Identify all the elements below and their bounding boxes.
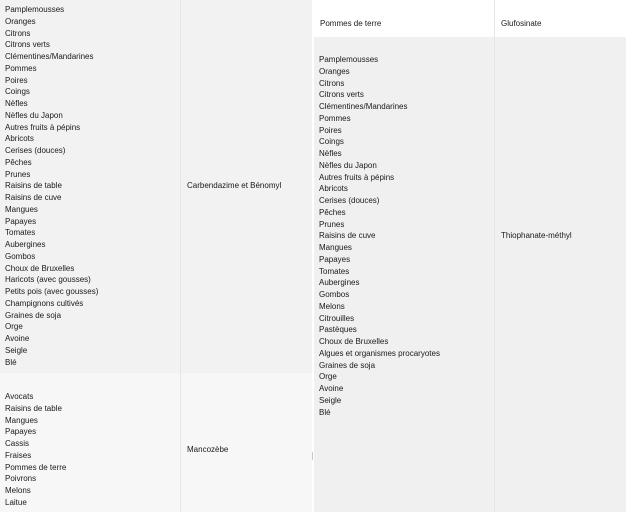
list-item: Nèfles <box>5 99 28 108</box>
list-item: Citrons verts <box>5 40 50 50</box>
list-item: Poires <box>5 75 28 85</box>
header-cell <box>495 0 626 37</box>
list-item: Algues et organismes procaryotes <box>319 348 440 358</box>
list-item: Pêches <box>5 157 32 167</box>
list-item: Blé <box>5 357 17 367</box>
list-item: Coings <box>5 87 30 97</box>
list-item: Melons <box>319 301 345 311</box>
list-item: Cassis <box>5 439 30 448</box>
list-item: Champignons cultivés <box>5 298 84 308</box>
list-item: Pommes <box>5 63 37 73</box>
list-item: Abricots <box>319 184 348 194</box>
substance-name: Carbendazime et Bénomyl <box>187 181 282 190</box>
list-item: Raisins de cuve <box>319 231 376 241</box>
list-item: Tomates <box>319 266 350 276</box>
list-item: Avoine <box>319 384 344 393</box>
crop-list <box>5 4 98 368</box>
list-item: Autres fruits à pépins <box>319 172 395 182</box>
header-cell <box>314 0 495 37</box>
list-item: Orge <box>319 372 337 382</box>
list-item: Choux de Bruxelles <box>319 337 389 346</box>
list-item: Nèfles du Japon <box>5 110 63 120</box>
list-item: Melons <box>5 486 31 495</box>
list-item: Mangues <box>5 204 38 214</box>
substance-name: Mancozèbe <box>187 445 229 454</box>
list-item: Prunes <box>5 169 31 179</box>
list-item: Petits pois (avec gousses) <box>5 287 99 296</box>
list-item: Nèfles du Japon <box>319 160 377 170</box>
list-item: Papayes <box>5 216 37 226</box>
crop-list <box>319 54 440 418</box>
list-item: Pamplemousses <box>319 55 379 64</box>
list-item: Citrons <box>5 28 31 38</box>
list-item: Aubergines <box>319 278 360 288</box>
list-item: Tomates <box>5 228 36 238</box>
list-item: Haricots (avec gousses) <box>5 275 91 285</box>
crops-cell <box>314 37 495 512</box>
list-item: Fraises <box>5 450 32 460</box>
list-item: Gombos <box>5 251 36 261</box>
list-item: Raisins de table <box>5 181 62 191</box>
list-item: Avoine <box>5 334 30 343</box>
list-item: Graines de soja <box>5 310 62 320</box>
header-crops: Pommes de terre <box>320 19 382 28</box>
list-item: Autres fruits à pépins <box>5 122 81 132</box>
list-item: Avocats <box>5 392 34 401</box>
list-item: Clémentines/Mandarines <box>319 102 408 111</box>
list-item: Citrouilles <box>319 313 355 323</box>
right-table <box>314 0 626 512</box>
crop-list <box>5 391 66 509</box>
list-item: Nèfles <box>319 149 342 158</box>
list-item: Choux de Bruxelles <box>5 263 75 273</box>
list-item: Raisins de table <box>5 403 62 413</box>
list-item: Poivrons <box>5 474 37 484</box>
list-item: Citrons verts <box>319 90 364 100</box>
list-item: Prunes <box>319 219 345 229</box>
list-item: Pamplemousses <box>5 5 65 14</box>
list-item: Orge <box>5 322 23 332</box>
list-item: Graines de soja <box>319 360 376 370</box>
list-item: Citrons <box>319 78 345 88</box>
list-item: Cerises (douces) <box>5 146 66 155</box>
list-item: Mangues <box>5 415 38 425</box>
list-item: Raisins de cuve <box>5 193 62 202</box>
list-item: Seigle <box>319 395 342 405</box>
header-substance: Glufosinate <box>501 19 542 28</box>
list-item: Seigle <box>5 345 28 355</box>
list-item: Pastèques <box>319 325 357 335</box>
substance-cell <box>495 37 626 512</box>
list-item: Poires <box>319 125 342 135</box>
list-item: Blé <box>319 407 331 417</box>
list-item: Papayes <box>5 427 37 437</box>
list-item: Papayes <box>319 254 351 264</box>
list-item: Aubergines <box>5 240 46 249</box>
list-item: Pommes <box>319 113 351 123</box>
list-item: Cerises (douces) <box>319 196 380 205</box>
list-item: Gombos <box>319 290 350 299</box>
list-item: Pêches <box>319 207 346 217</box>
list-item: Oranges <box>5 16 36 26</box>
left-table <box>0 0 312 512</box>
divider-mark <box>312 452 313 460</box>
substance-name: Thiophanate-méthyl <box>501 231 572 240</box>
list-item: Clémentines/Mandarines <box>5 52 94 61</box>
list-item: Laitue <box>5 497 27 507</box>
table-header <box>314 0 626 38</box>
list-item: Coings <box>319 137 344 147</box>
list-item: Oranges <box>319 66 350 76</box>
table-row <box>314 37 626 512</box>
substance-cell <box>181 373 312 512</box>
list-item: Pommes de terre <box>5 462 67 472</box>
list-item: Abricots <box>5 134 34 144</box>
list-item: Mangues <box>319 243 352 252</box>
